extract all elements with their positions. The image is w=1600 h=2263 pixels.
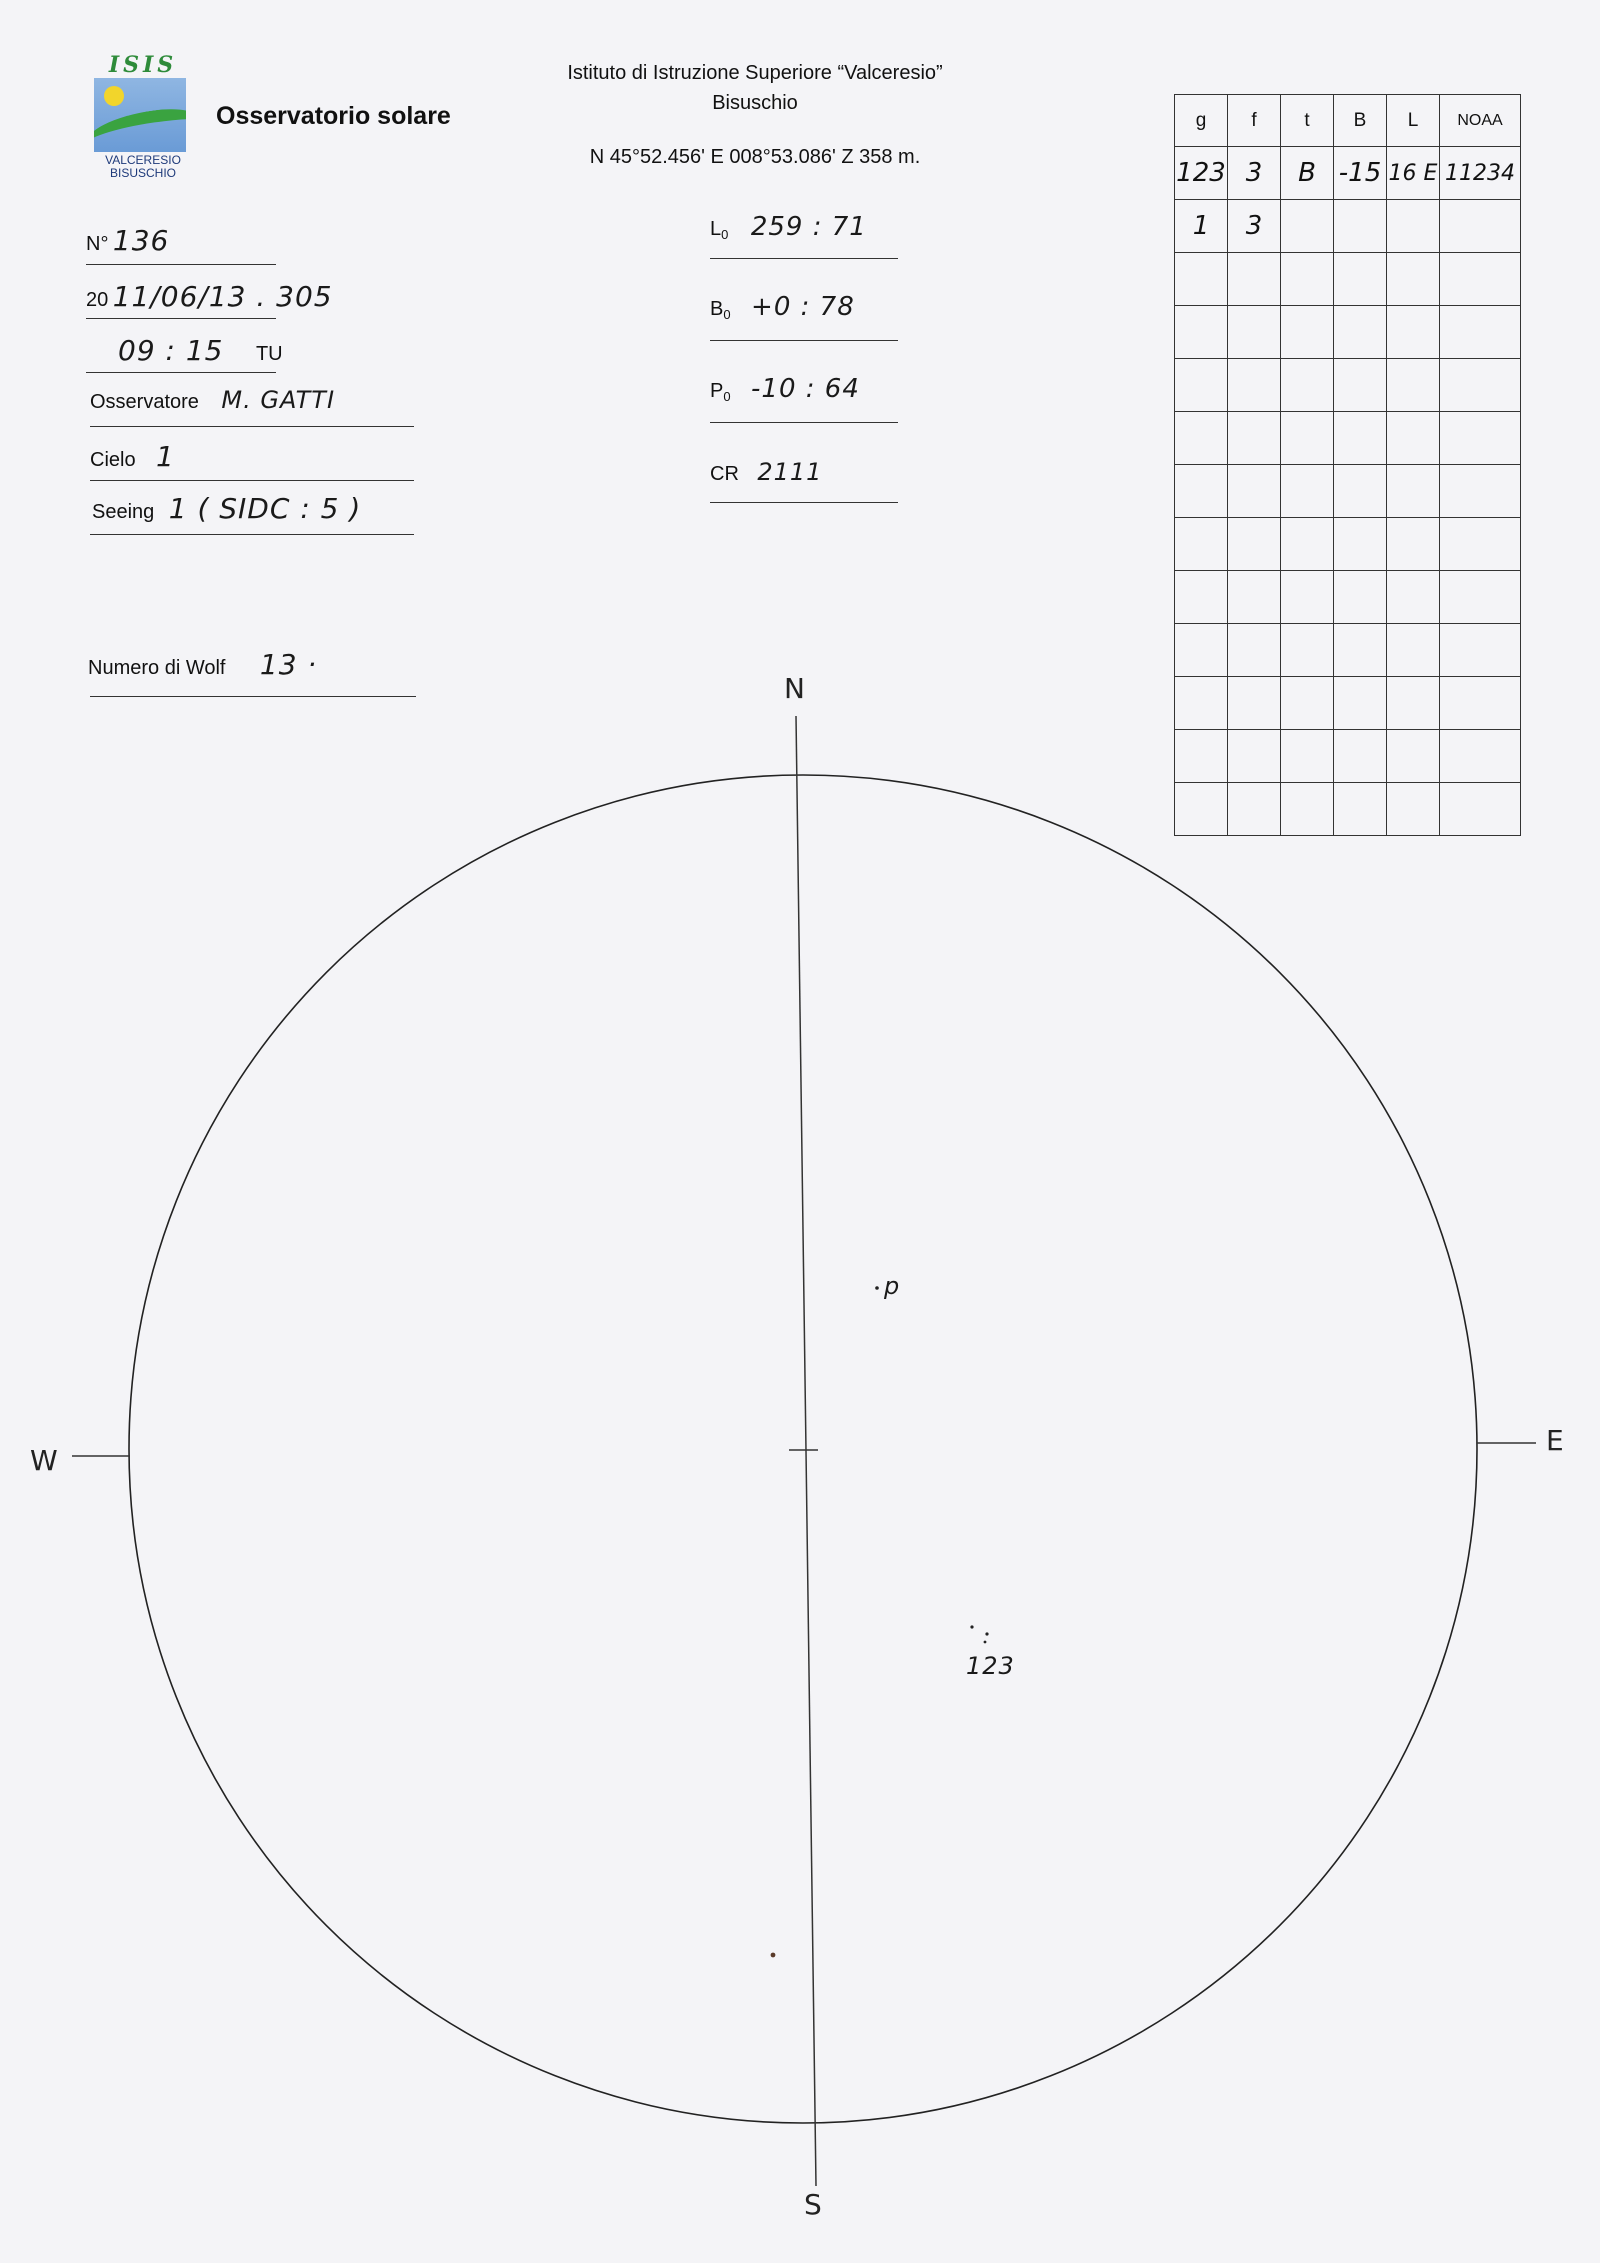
- table-cell: 16 E: [1387, 147, 1440, 200]
- solar-disk-outline: [129, 775, 1477, 2123]
- carrington-rotation-value: 2111: [757, 458, 823, 486]
- column-header-f: f: [1228, 95, 1281, 147]
- wolf-number-value: 13 ·: [259, 648, 318, 681]
- institute-name: Istituto di Istruzione Superiore “Valceresio”: [567, 62, 943, 84]
- meridian-axis: [796, 716, 816, 2186]
- pore-dot: [875, 1286, 879, 1290]
- observer-value: M. GATTI: [221, 386, 336, 414]
- table-cell: 3: [1228, 147, 1281, 200]
- sunspot-dot: [985, 1632, 988, 1635]
- time-value: 09 : 15: [118, 334, 224, 367]
- east-label: E: [1546, 1424, 1564, 1457]
- l0-value: 259 : 71: [750, 212, 867, 242]
- date-value: 11/06/13 . 305: [112, 280, 333, 313]
- column-header-b: B: [1334, 95, 1387, 147]
- logo-wordmark: ISIS: [108, 52, 178, 78]
- sky-value: 1: [156, 440, 175, 473]
- p0-subscript: 0: [723, 389, 731, 405]
- p0-value: -10 : 64: [751, 374, 860, 404]
- logo-caption-line2: BISUSCHIO: [109, 166, 176, 180]
- b0-label: B: [710, 298, 724, 320]
- table-cell: -15: [1334, 147, 1387, 200]
- paper-speck: [771, 1953, 776, 1958]
- observer-label: Osservatore: [90, 391, 199, 413]
- observatory-coordinates: N 45°52.456' E 008°53.086' Z 358 m.: [589, 146, 921, 168]
- pore-annotation: p: [884, 1272, 901, 1300]
- carrington-rotation-label: CR: [710, 463, 739, 485]
- column-header-l: L: [1387, 95, 1440, 147]
- column-header-t: t: [1281, 95, 1334, 147]
- observatory-title: Osservatorio solare: [216, 102, 451, 130]
- wolf-number-label: Numero di Wolf: [88, 657, 226, 679]
- seeing-value: 1 ( SIDC : 5 ): [168, 492, 362, 525]
- date-prefix: 20: [86, 289, 109, 311]
- institute-town: Bisuschio: [712, 92, 798, 114]
- table-cell: B: [1281, 147, 1334, 200]
- seeing-label: Seeing: [92, 501, 155, 523]
- table-cell: 11234: [1440, 147, 1521, 200]
- sunspot-dot: [984, 1641, 987, 1644]
- l0-subscript: 0: [721, 227, 729, 243]
- column-header-g: g: [1175, 95, 1228, 147]
- time-unit: TU: [255, 343, 283, 365]
- observation-number-value: 136: [112, 224, 170, 257]
- table-cell: 123: [1175, 147, 1228, 200]
- observation-number-label: N°: [86, 233, 109, 255]
- sunspot-dot: [970, 1625, 973, 1628]
- north-label: N: [784, 672, 805, 705]
- west-label: W: [30, 1444, 58, 1477]
- logo-caption-line1: VALCERESIO: [105, 153, 181, 167]
- sky-label: Cielo: [90, 449, 136, 471]
- b0-subscript: 0: [723, 307, 731, 323]
- b0-value: +0 : 78: [751, 292, 855, 322]
- table-cell: 3: [1228, 200, 1281, 253]
- p0-label: P: [710, 380, 724, 402]
- group-annotation: 123: [966, 1652, 1015, 1680]
- column-header-noaa: NOAA: [1440, 95, 1521, 147]
- table-cell: 1: [1175, 200, 1228, 253]
- l0-label: L: [710, 218, 722, 240]
- south-label: S: [804, 2188, 822, 2221]
